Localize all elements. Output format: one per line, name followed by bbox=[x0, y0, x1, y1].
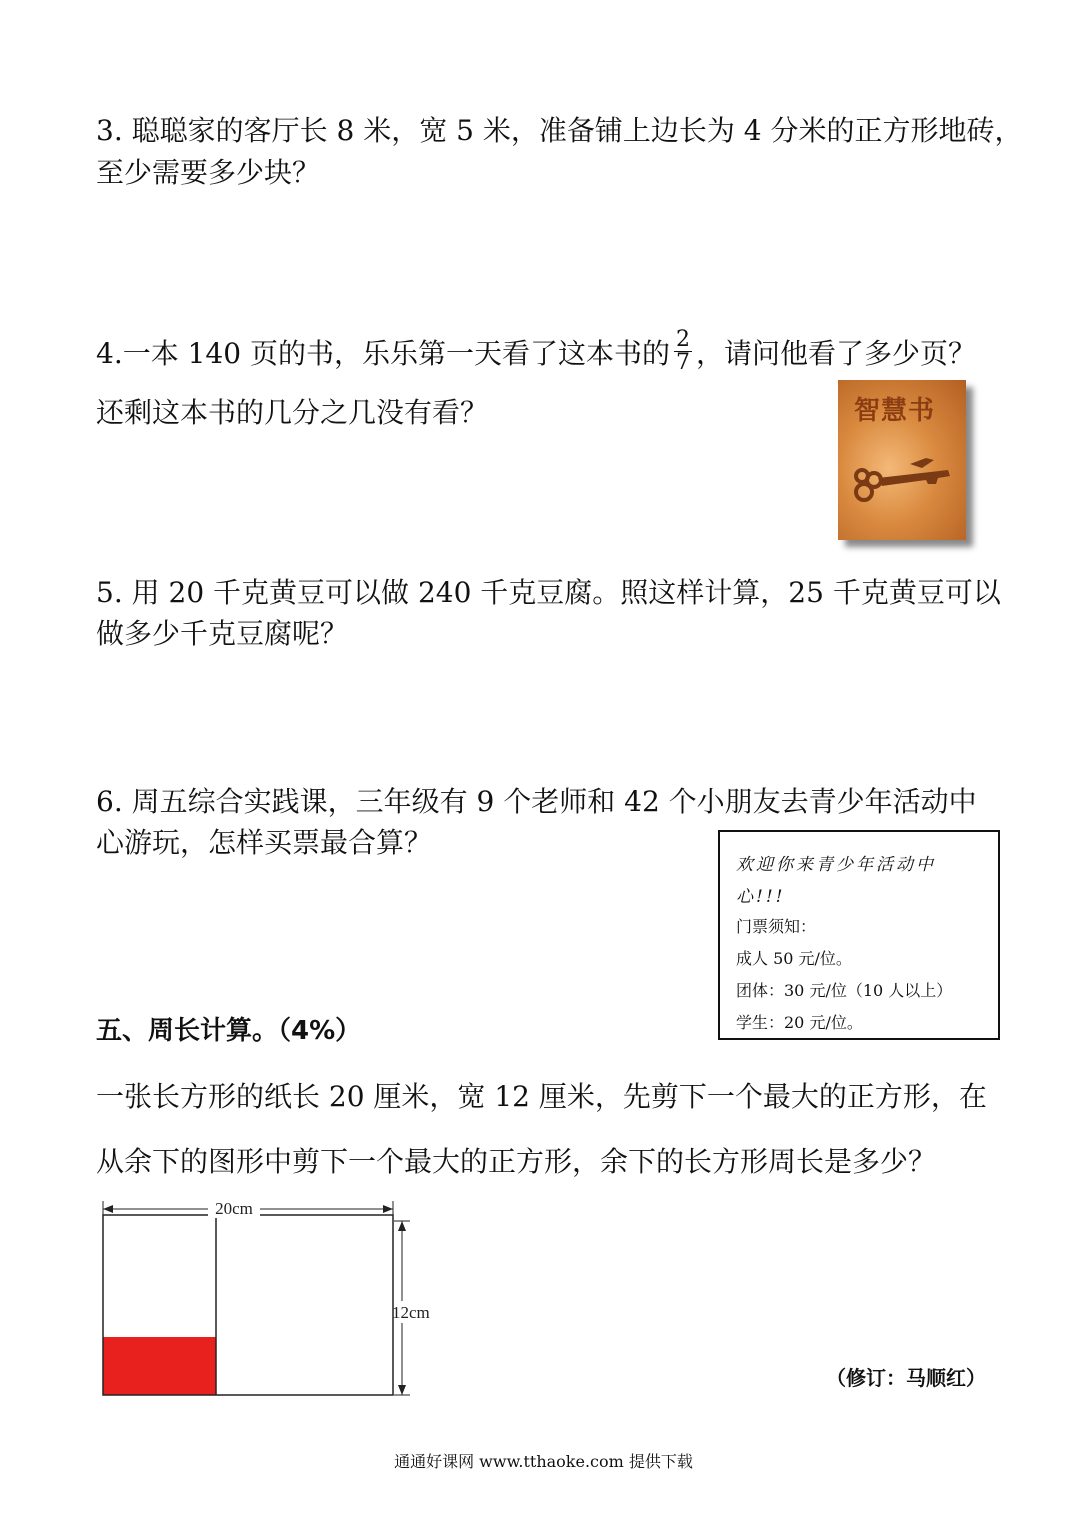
section-5-line-2: 从余下的图形中剪下一个最大的正方形，余下的长方形周长是多少？ bbox=[96, 1145, 937, 1178]
q5-line-2: 做多少千克豆腐呢？ bbox=[96, 617, 349, 650]
notice-adult-price: 成人 50 元/位。 bbox=[736, 949, 852, 968]
remaining-rectangle-highlight bbox=[103, 1337, 216, 1395]
section-5-title: 五、周长计算。（4%） bbox=[96, 1016, 362, 1046]
book-title: 智慧书 bbox=[854, 396, 936, 426]
revision-note: （修订：马顺红） bbox=[826, 1366, 986, 1390]
ticket-notice-box bbox=[718, 830, 1000, 1040]
fraction bbox=[674, 329, 692, 374]
q3-line-2: 至少需要多少块？ bbox=[96, 156, 321, 189]
height-label: 12cm bbox=[392, 1303, 430, 1322]
fraction-denominator: 7 bbox=[675, 350, 690, 375]
section-5-line-1: 一张长方形的纸长 20 厘米，宽 12 厘米，先剪下一个最大的正方形，在 bbox=[96, 1080, 987, 1113]
q4-text-before-fraction: 4.一本 140 页的书，乐乐第一天看了这本书的 bbox=[96, 337, 670, 370]
notice-welcome-line-2: 心!!! bbox=[736, 887, 786, 907]
fraction-numerator: 2 bbox=[675, 327, 690, 352]
q5-line-1: 5. 用 20 千克黄豆可以做 240 千克豆腐。照这样计算，25 千克黄豆可以 bbox=[96, 576, 1001, 609]
notice-student-price: 学生：20 元/位。 bbox=[736, 1013, 863, 1032]
wisdom-book-image bbox=[838, 380, 966, 540]
q4-text-after-fraction: ，请问他看了多少页？ bbox=[695, 337, 976, 370]
notice-group-price: 团体：30 元/位（10 人以上） bbox=[736, 981, 953, 1000]
width-label: 20cm bbox=[215, 1199, 253, 1218]
q4-line-1 bbox=[96, 327, 976, 378]
key-icon bbox=[838, 380, 966, 540]
notice-welcome-line-1: 欢迎你来青少年活动中 bbox=[736, 855, 936, 875]
rectangle-diagram bbox=[96, 1195, 456, 1405]
q4-line-2: 还剩这本书的几分之几没有看？ bbox=[96, 396, 489, 429]
q3-line-1: 3. 聪聪家的客厅长 8 米，宽 5 米，准备铺上边长为 4 分米的正方形地砖， bbox=[96, 114, 1023, 147]
notice-heading: 门票须知： bbox=[736, 917, 817, 936]
q6-line-2: 心游玩，怎样买票最合算？ bbox=[96, 826, 433, 859]
q6-line-1: 6. 周五综合实践课，三年级有 9 个老师和 42 个小朋友去青少年活动中 bbox=[96, 785, 977, 818]
footer-source: 通通好课网 www.tthaoke.com 提供下载 bbox=[394, 1452, 693, 1471]
